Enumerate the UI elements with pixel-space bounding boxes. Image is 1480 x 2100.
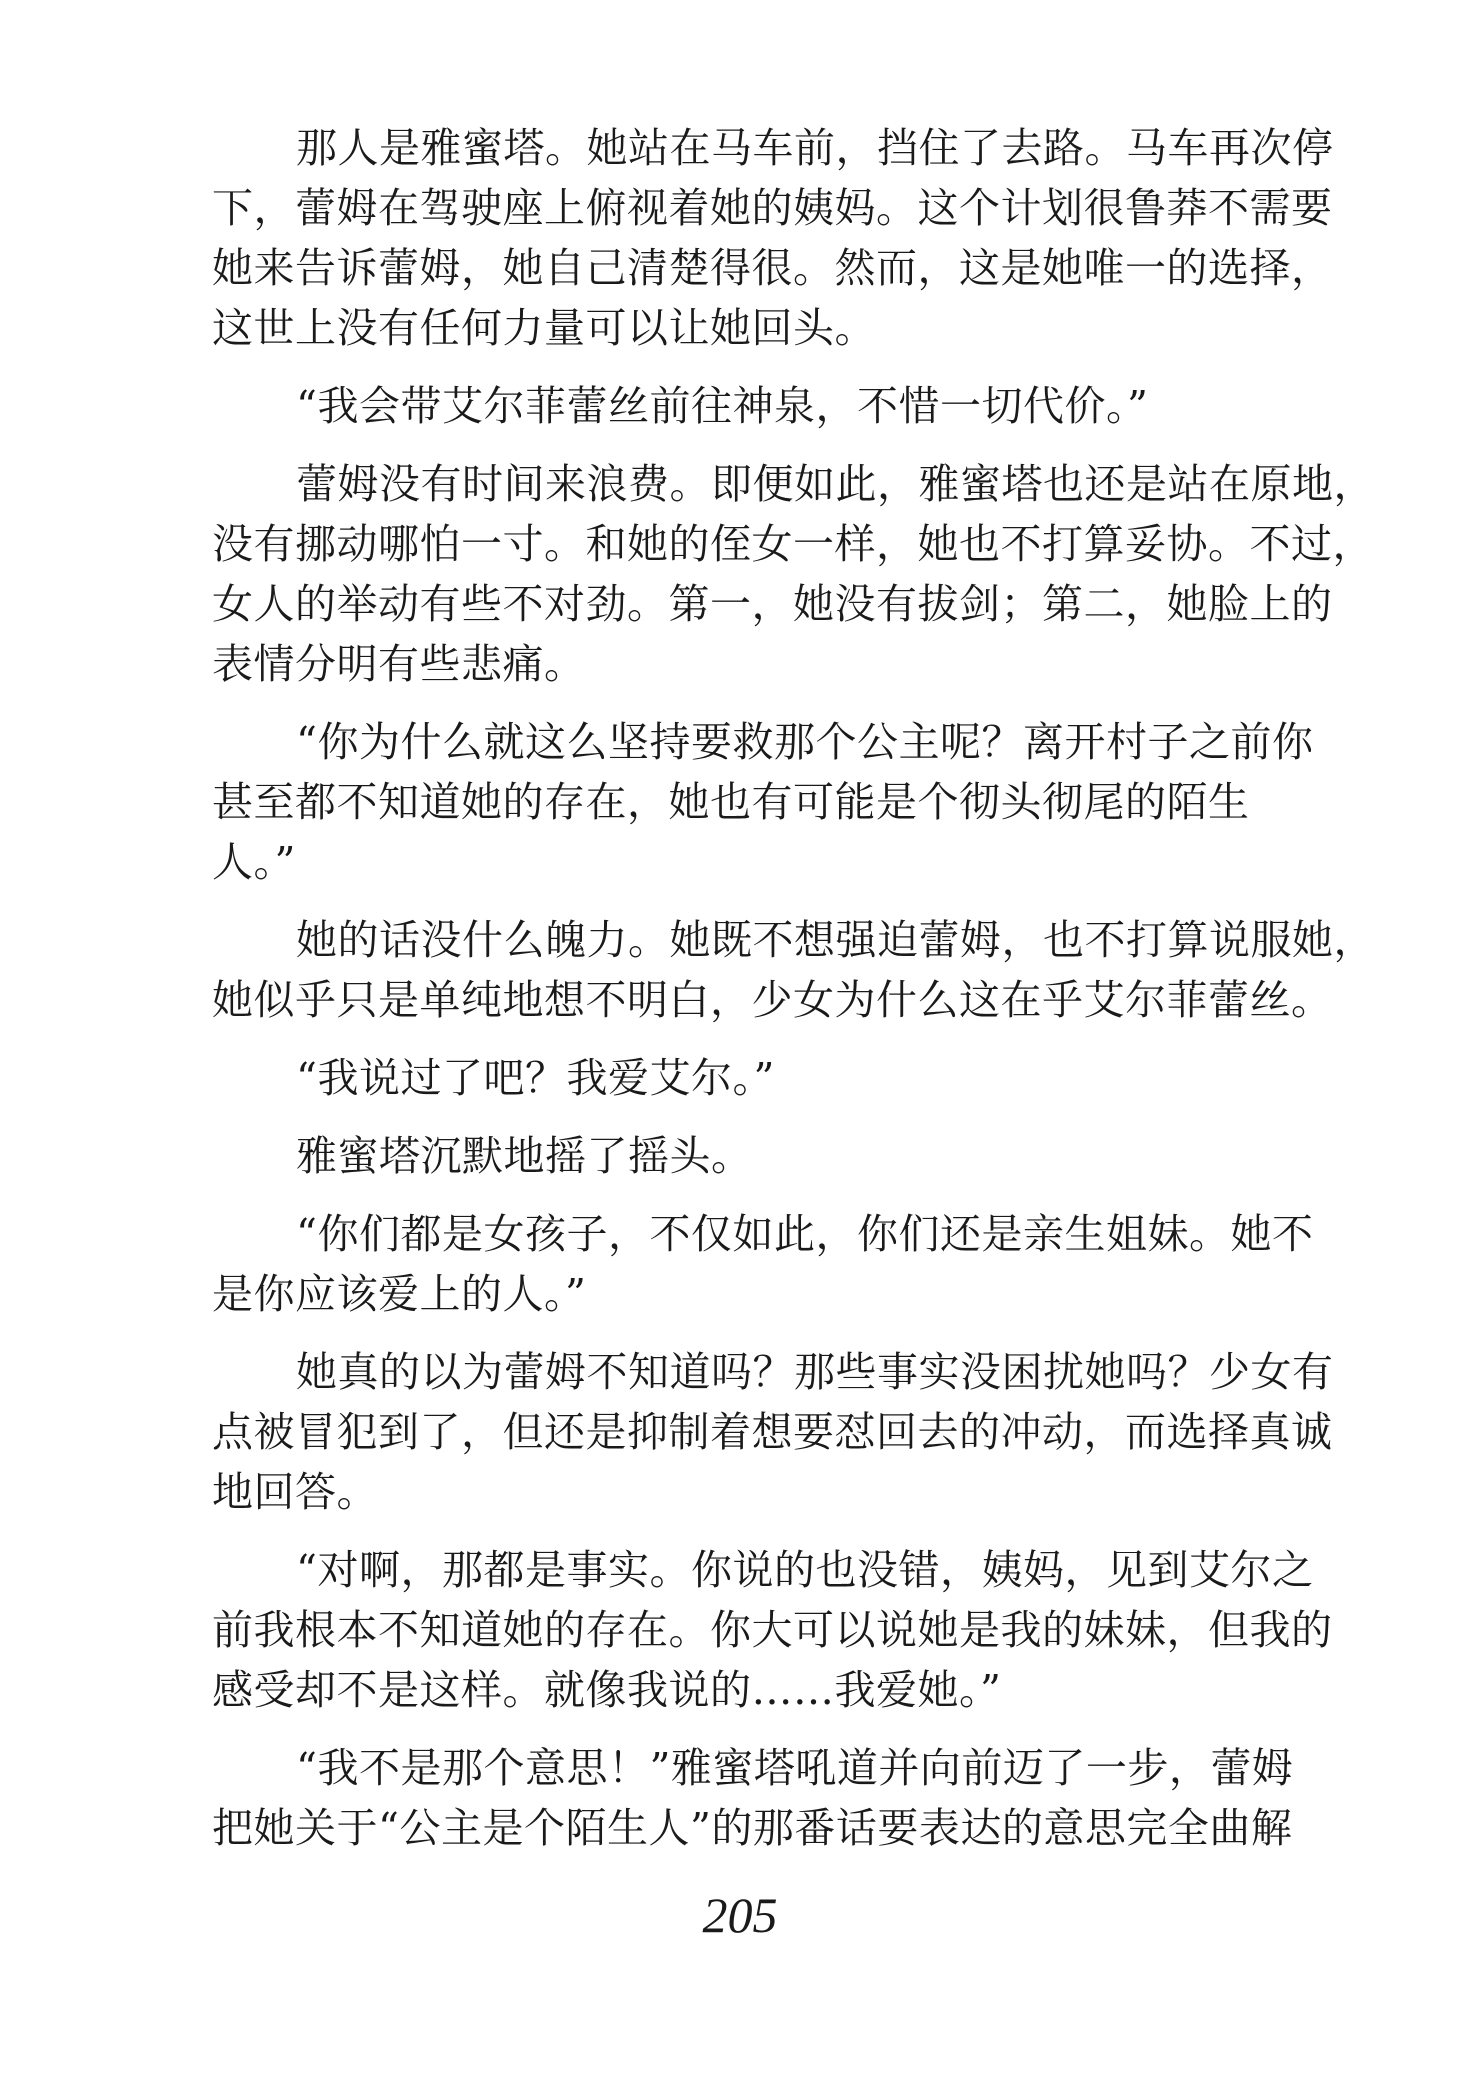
text-line: 没有挪动哪怕一寸。和她的侄女一样，她也不打算妥协。不过， — [212, 520, 1374, 568]
page-number: 205 — [702, 1887, 778, 1943]
text-line: 那人是雅蜜塔。她站在马车前，挡住了去路。马车再次停 — [296, 124, 1334, 172]
text-line: 点被冒犯到了，但还是抑制着想要怼回去的冲动，而选择真诚 — [212, 1408, 1333, 1456]
text-line: 雅蜜塔沉默地摇了摇头。 — [296, 1132, 753, 1180]
text-line: 她真的以为蕾姆不知道吗？那些事实没困扰她吗？少女有 — [296, 1348, 1334, 1396]
paragraph — [212, 910, 1375, 1030]
paragraph — [212, 1342, 1354, 1522]
page-body — [212, 118, 1375, 1876]
text-line: 她的话没什么魄力。她既不想强迫蕾姆，也不打算说服她， — [296, 916, 1375, 964]
text-line: 感受却不是这样。就像我说的……我爱她。” — [212, 1666, 1002, 1714]
paragraph — [212, 1126, 1354, 1186]
text-line: 她来告诉蕾姆，她自己清楚得很。然而，这是她唯一的选择， — [212, 244, 1333, 292]
text-line: 她似乎只是单纯地想不明白，少女为什么这在乎艾尔菲蕾丝。 — [212, 976, 1333, 1024]
text-line: 女人的举动有些不对劲。第一，她没有拔剑；第二，她脸上的 — [212, 580, 1333, 628]
text-line: 人。” — [212, 838, 296, 886]
paragraph — [212, 1048, 1354, 1108]
text-line: 地回答。 — [212, 1468, 378, 1516]
paragraph — [212, 1738, 1354, 1858]
text-line: 下，蕾姆在驾驶座上俯视着她的姨妈。这个计划很鲁莽不需要 — [212, 184, 1333, 232]
paragraph — [212, 454, 1375, 694]
text-line: “我不是那个意思！”雅蜜塔吼道并向前迈了一步，蕾姆 — [296, 1744, 1294, 1792]
paragraph — [212, 712, 1354, 892]
text-line: 是你应该爱上的人。” — [212, 1270, 587, 1318]
text-line: 这世上没有任何力量可以让她回头。 — [212, 304, 876, 352]
text-line: “我说过了吧？我爱艾尔。” — [296, 1054, 775, 1102]
text-line: “我会带艾尔菲蕾丝前往神泉，不惜一切代价。” — [296, 382, 1149, 430]
paragraph — [212, 1204, 1354, 1324]
text-line: “你们都是女孩子，不仅如此，你们还是亲生姐妹。她不 — [296, 1210, 1314, 1258]
text-line: 蕾姆没有时间来浪费。即便如此，雅蜜塔也还是站在原地， — [296, 460, 1375, 508]
text-line: “你为什么就这么坚持要救那个公主呢？离开村子之前你 — [296, 718, 1314, 766]
text-line: “对啊，那都是事实。你说的也没错，姨妈，见到艾尔之 — [296, 1546, 1314, 1594]
text-line: 前我根本不知道她的存在。你大可以说她是我的妹妹，但我的 — [212, 1606, 1333, 1654]
text-line: 甚至都不知道她的存在，她也有可能是个彻头彻尾的陌生 — [212, 778, 1250, 826]
paragraph — [212, 376, 1354, 436]
paragraph — [212, 118, 1354, 358]
text-line: 表情分明有些悲痛。 — [212, 640, 586, 688]
paragraph — [212, 1540, 1354, 1720]
text-line: 把她关于“公主是个陌生人”的那番话要表达的意思完全曲解 — [212, 1804, 1293, 1852]
